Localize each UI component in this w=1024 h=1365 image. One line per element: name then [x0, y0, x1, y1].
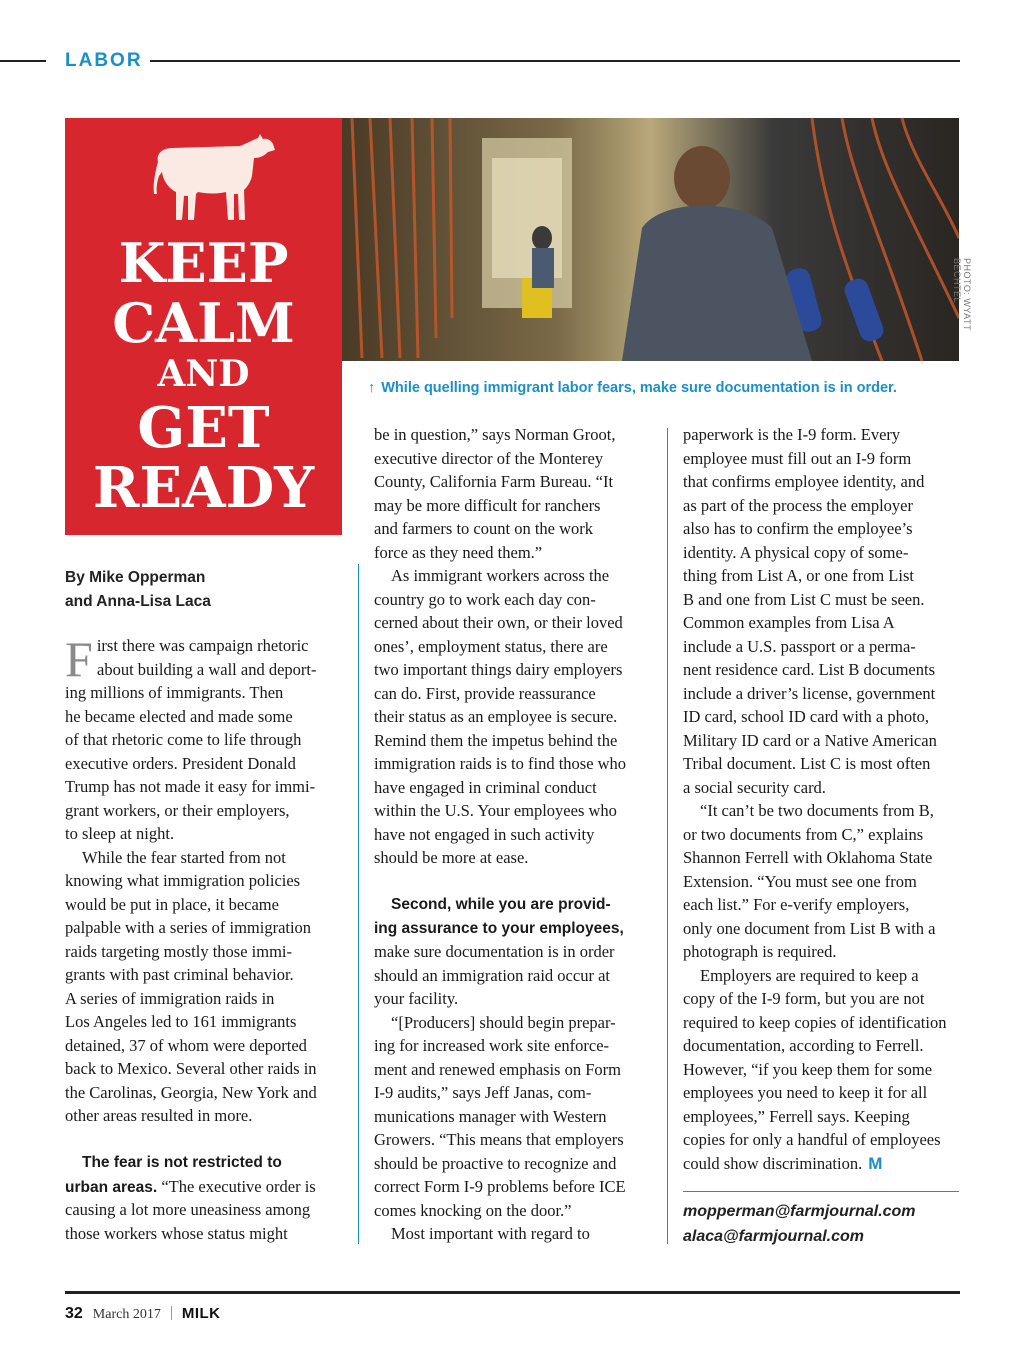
paragraph	[65, 631, 345, 846]
email-link[interactable]: alaca@farmjournal.com	[683, 1228, 864, 1245]
text-line: Los Angeles led to 161 immigrants	[65, 1012, 297, 1031]
paragraph	[683, 423, 963, 799]
paragraph	[374, 1222, 654, 1246]
paragraph	[374, 893, 654, 1011]
text-line: knowing what immigration policies	[65, 871, 301, 890]
text-line: the Carolinas, Georgia, New York and	[65, 1082, 317, 1102]
text-line: may be more difficult for ranchers	[374, 495, 601, 515]
text-line: thing from List A, or one from List	[683, 566, 914, 585]
text-line: also has to confirm the employee’s	[683, 519, 913, 538]
text-line: Most important with regard to	[391, 1224, 590, 1243]
text-line: of that rhetoric come to life through	[65, 730, 302, 749]
text-line: irst there was campaign rhetoric	[96, 636, 309, 655]
end-mark-icon: M	[868, 1153, 883, 1173]
headline-line-get: GET	[137, 395, 270, 461]
text-line: two important things dairy employers	[374, 660, 623, 679]
text-line: B and one from List C must be seen.	[683, 589, 925, 609]
text-line: cerned about their own, or their loved	[374, 613, 623, 632]
subhead-lead: ing assurance to your employees,	[374, 919, 624, 937]
footer-separator	[171, 1306, 172, 1320]
issue-date: March 2017	[92, 1307, 161, 1322]
headline-line-ready: READY	[92, 455, 315, 521]
text-line: include a U.S. passport or a perma-	[683, 636, 916, 656]
text-line: documentation, according to Ferrell.	[683, 1036, 924, 1055]
cow-icon	[148, 132, 276, 224]
text-line: their status as an employee is secure.	[374, 707, 618, 726]
text-line: within the U.S. Your employees who	[374, 801, 617, 820]
text-line: be in question,” says Norman Groot,	[374, 425, 616, 444]
text-line: detained, 37 of whom were deported	[65, 1035, 307, 1055]
photo-credit: PHOTO: WYATT BECHTEL	[952, 258, 972, 331]
text-line: However, “if you keep them for some	[683, 1059, 933, 1079]
magazine-logo: MILK	[181, 1305, 221, 1322]
text-line: executive orders. President Donald	[65, 753, 296, 773]
text-line: ing for increased work site enforce-	[374, 1036, 610, 1055]
text-line: “It can’t be two documents from B,	[700, 801, 934, 820]
column-divider	[667, 428, 668, 1244]
milking-parlor-photo	[342, 118, 959, 361]
text-line: about building a wall and deport-	[97, 659, 317, 679]
photo-caption	[368, 380, 897, 396]
text-line: A series of immigration raids in	[65, 988, 275, 1008]
text-line: required to keep copies of identification	[683, 1012, 947, 1032]
subhead-lead: The fear is not restricted to	[82, 1154, 282, 1171]
text-line: I-9 audits,” says Jeff Janas, com-	[374, 1083, 592, 1102]
byline-line-1: By Mike Opperman	[65, 569, 206, 586]
text-line: country go to work each day con-	[374, 589, 596, 609]
section-rule-right	[150, 60, 960, 62]
text-line: paperwork is the I-9 form. Every	[683, 425, 901, 444]
text-line: raids targeting mostly those immi-	[65, 941, 293, 961]
headline-line-and: AND	[157, 353, 250, 395]
text-line: Employers are required to keep a	[700, 965, 919, 985]
text-line: include a driver’s license, government	[683, 683, 936, 703]
text-line: munications manager with Western	[374, 1106, 607, 1126]
text-line: have engaged in criminal conduct	[374, 777, 597, 797]
section-label: LABOR	[65, 50, 143, 71]
paragraph	[683, 964, 963, 1176]
text-line: should be proactive to recognize and	[374, 1153, 617, 1173]
text-line: other areas resulted in more.	[65, 1106, 253, 1125]
text-line: immigration raids is to find those who	[374, 754, 627, 773]
author-emails	[683, 1199, 916, 1249]
page-footer	[65, 1305, 221, 1323]
text-line: County, California Farm Bureau. “It	[374, 472, 614, 491]
paragraph	[65, 1151, 345, 1245]
text-line: Common examples from Lisa A	[683, 613, 895, 632]
text-line: a social security card.	[683, 777, 826, 797]
paragraph	[683, 799, 963, 964]
text-line: photograph is required.	[683, 942, 837, 961]
text-line: could show discrimination.	[683, 1153, 863, 1173]
drop-cap: F	[65, 631, 93, 687]
text-line: As immigrant workers across the	[391, 566, 610, 585]
text-line: ing millions of immigrants. Then	[65, 683, 284, 702]
text-line: Shannon Ferrell with Oklahoma State	[683, 848, 933, 867]
text-line: copies for only a handful of employees	[683, 1130, 941, 1149]
text-line: identity. A physical copy of some-	[683, 542, 909, 562]
text-line: ID card, school ID card with a photo,	[683, 707, 930, 726]
text-line: Trump has not made it easy for immi-	[65, 777, 316, 796]
text-line: should an immigration raid occur at	[374, 965, 610, 985]
footer-rule	[65, 1291, 960, 1294]
article-column-1	[65, 631, 345, 1245]
email-divider	[683, 1191, 959, 1192]
text-line: back to Mexico. Several other raids in	[65, 1059, 317, 1078]
text-line: or two documents from C,” explains	[683, 824, 924, 844]
article-column-3	[683, 423, 963, 1175]
text-line: and farmers to count on the work	[374, 519, 594, 538]
text-line: employees,” Ferrell says. Keeping	[683, 1106, 910, 1126]
text-line: your facility.	[374, 989, 459, 1008]
page-number: 32	[65, 1305, 83, 1322]
email-link[interactable]: mopperman@farmjournal.com	[683, 1203, 916, 1220]
text-line: force as they need them.”	[374, 542, 543, 562]
text-line: would be put in place, it became	[65, 894, 279, 914]
text-line: “[Producers] should begin prepar-	[391, 1012, 616, 1032]
text-line: employees you need to keep it for all	[683, 1083, 928, 1102]
section-rule-left	[0, 60, 46, 62]
paragraph	[374, 564, 654, 870]
text-line: only one document from List B with a	[683, 918, 936, 938]
text-line: Extension. “You must see one from	[683, 871, 917, 891]
text-line: Tribal document. List C is most often	[683, 754, 931, 773]
text-line: employee must fill out an I-9 form	[683, 448, 912, 468]
text-line: those workers whose status might	[65, 1223, 288, 1243]
text-line: can do. First, provide reassurance	[374, 683, 596, 703]
subhead-lead: urban areas.	[65, 1178, 158, 1196]
subhead-lead: Second, while you are provid-	[391, 896, 611, 913]
text-line: causing a lot more uneasiness among	[65, 1200, 311, 1219]
text-line: Remind them the impetus behind the	[374, 730, 618, 750]
paragraph	[374, 1011, 654, 1223]
text-line: While the fear started from not	[82, 847, 286, 867]
text-line: he became elected and made some	[65, 706, 293, 726]
text-line: each list.” For e-verify employers,	[683, 895, 910, 914]
text-line: executive director of the Monterey	[374, 448, 604, 468]
text-line: “The executive order is	[157, 1176, 316, 1196]
text-line: nent residence card. List B documents	[683, 660, 936, 679]
up-arrow-icon: ↑	[368, 380, 376, 396]
headline-line-calm: CALM	[112, 291, 295, 355]
text-line: as part of the process the employer	[683, 495, 914, 515]
text-line: Military ID card or a Native American	[683, 730, 937, 750]
text-line: correct Form I-9 problems before ICE	[374, 1177, 626, 1196]
text-line: comes knocking on the door.”	[374, 1200, 572, 1220]
text-line: palpable with a series of immigration	[65, 918, 312, 937]
text-line: that confirms employee identity, and	[683, 472, 925, 491]
paragraph	[65, 846, 345, 1128]
byline	[65, 566, 211, 613]
text-line: grants with past criminal behavior.	[65, 965, 294, 984]
headline-line-keep: KEEP	[118, 231, 289, 295]
text-line: to sleep at night.	[65, 824, 175, 843]
article-column-2	[374, 423, 654, 1246]
text-line: copy of the I-9 form, but you are not	[683, 989, 925, 1008]
caption-text: While quelling immigrant labor fears, make sure documentation is in order.	[381, 380, 897, 396]
text-line: ones’, employment status, there are	[374, 636, 608, 656]
byline-line-2: and Anna-Lisa Laca	[65, 592, 211, 610]
paragraph	[374, 423, 654, 564]
text-line: should be more at ease.	[374, 848, 529, 867]
column-divider	[358, 564, 359, 1244]
text-line: Growers. “This means that employers	[374, 1130, 624, 1149]
text-line: ment and renewed emphasis on Form	[374, 1059, 621, 1079]
text-line: have not engaged in such activity	[374, 824, 595, 844]
text-line: make sure documentation is in order	[374, 942, 615, 961]
text-line: grant workers, or their employers,	[65, 800, 290, 820]
